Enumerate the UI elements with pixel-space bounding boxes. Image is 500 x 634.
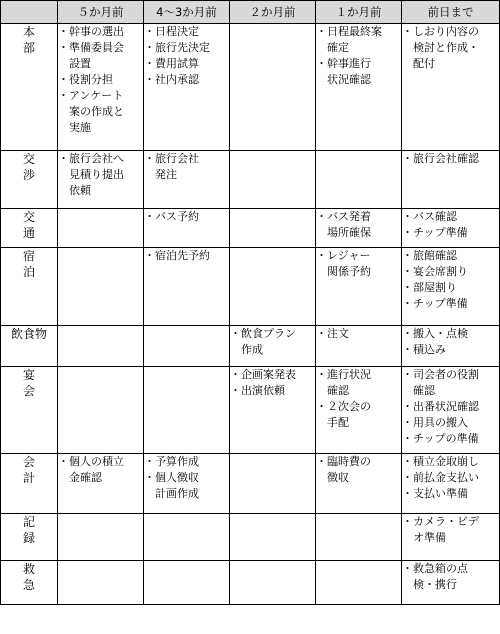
task-cell: [144, 326, 230, 367]
task-line: ・個人徴収: [144, 471, 199, 484]
task-line: ・費用試算: [144, 57, 199, 70]
category-label: 救急: [1, 561, 58, 605]
task-cell: [402, 367, 500, 454]
task-cell: [144, 24, 230, 151]
task-line: ・救急箱の点: [402, 562, 468, 575]
task-line: ・積込み: [402, 343, 446, 356]
task-cell: [402, 514, 500, 561]
schedule-row-kaikei: [1, 454, 500, 514]
task-cell: [230, 367, 316, 454]
task-line: ・出番状況確認: [402, 400, 479, 413]
category-label: 交通: [1, 209, 58, 248]
task-line: ・個人の積立: [58, 455, 124, 468]
category-label: 飲食物: [1, 326, 58, 367]
task-line: ・役割分担: [58, 73, 113, 86]
task-line: ・バス予約: [144, 210, 199, 223]
task-cell: [144, 367, 230, 454]
task-cell: [144, 514, 230, 561]
schedule-row-inshokubutsu: [1, 326, 500, 367]
task-line: 場所確保: [316, 226, 371, 239]
task-cell: [58, 454, 144, 514]
task-line: ・企画案発表: [230, 368, 296, 381]
header-until-previous-day: 前日まで: [402, 1, 500, 24]
header-corner: [1, 1, 58, 24]
task-line: ・用具の搬入: [402, 416, 468, 429]
schedule-body: [1, 24, 500, 605]
header-row: [1, 1, 500, 24]
task-cell: [144, 561, 230, 605]
header-5-months-before: ５か月前: [58, 1, 144, 24]
task-line: ・準備委員会: [58, 41, 124, 54]
task-line: ・バス確認: [402, 210, 457, 223]
task-line: ・幹事進行: [316, 57, 371, 70]
schedule-row-kotsu: [1, 209, 500, 248]
task-line: ・注文: [316, 327, 349, 340]
task-line: ・旅行先決定: [144, 41, 210, 54]
task-cell: [230, 514, 316, 561]
task-line: 検・携行: [402, 578, 457, 591]
task-line: ・日程最終案: [316, 25, 382, 38]
task-line: 確認: [402, 384, 435, 397]
task-line: 確認: [316, 384, 349, 397]
task-line: 配付: [402, 57, 435, 70]
task-line: ・旅行会社: [144, 152, 199, 165]
task-line: ・レジャー: [316, 249, 371, 262]
task-cell: [58, 514, 144, 561]
task-line: ・支払い準備: [402, 487, 468, 500]
task-line: ・チップ準備: [402, 297, 468, 310]
task-cell: [58, 24, 144, 151]
task-cell: [144, 151, 230, 209]
schedule-row-kosho: [1, 151, 500, 209]
task-line: ・幹事の選出: [58, 25, 124, 38]
task-line: 確定: [316, 41, 349, 54]
task-cell: [402, 326, 500, 367]
task-cell: [316, 24, 402, 151]
task-cell: [316, 209, 402, 248]
task-cell: [316, 326, 402, 367]
task-cell: [230, 561, 316, 605]
task-line: 関係予約: [316, 265, 371, 278]
task-line: ・チップ準備: [402, 226, 468, 239]
task-line: 検討と作成・: [402, 41, 479, 54]
schedule-row-kyukyu: [1, 561, 500, 605]
task-line: ・進行状況: [316, 368, 371, 381]
task-cell: [316, 561, 402, 605]
schedule-row-honbu: [1, 24, 500, 151]
task-cell: [316, 151, 402, 209]
task-line: ・飲食プラン: [230, 327, 296, 340]
task-cell: [316, 367, 402, 454]
task-line: 金確認: [58, 471, 102, 484]
task-cell: [230, 24, 316, 151]
task-line: 実施: [58, 121, 91, 134]
task-line: ・臨時費の: [316, 455, 371, 468]
task-cell: [316, 454, 402, 514]
schedule-row-enkai: [1, 367, 500, 454]
header-2-months-before: ２か月前: [230, 1, 316, 24]
task-cell: [402, 24, 500, 151]
task-line: ・司会者の役割: [402, 368, 479, 381]
task-line: 依頼: [58, 184, 91, 197]
task-cell: [402, 454, 500, 514]
task-cell: [58, 151, 144, 209]
task-cell: [230, 248, 316, 326]
task-cell: [144, 454, 230, 514]
task-line: 状況確認: [316, 73, 371, 86]
task-line: ・旅館確認: [402, 249, 457, 262]
task-cell: [402, 561, 500, 605]
task-line: ・前払金支払い: [402, 471, 479, 484]
schedule-row-shukuhaku: [1, 248, 500, 326]
task-cell: [402, 248, 500, 326]
schedule-row-kiroku: [1, 514, 500, 561]
task-cell: [58, 367, 144, 454]
task-line: 案の作成と: [58, 105, 124, 118]
task-cell: [58, 209, 144, 248]
category-label: 会計: [1, 454, 58, 514]
task-line: ・社内承認: [144, 73, 199, 86]
task-line: ・アンケート: [58, 89, 124, 102]
task-line: ・宴会席割り: [402, 265, 468, 278]
header-4-3-months-before: 4～3か月前: [144, 1, 230, 24]
task-line: ・カメラ・ビデ: [402, 515, 479, 528]
header-1-month-before: １か月前: [316, 1, 402, 24]
task-line: ・チップの準備: [402, 432, 479, 445]
task-line: 設置: [58, 57, 91, 70]
task-cell: [144, 209, 230, 248]
task-line: 手配: [316, 416, 349, 429]
task-line: ・積立金取崩し: [402, 455, 479, 468]
category-label: 記録: [1, 514, 58, 561]
task-cell: [402, 209, 500, 248]
task-line: 見積り提出: [58, 168, 124, 181]
task-line: ・宿泊先予約: [144, 249, 210, 262]
task-line: 発注: [144, 168, 177, 181]
task-line: ・搬入・点検: [402, 327, 468, 340]
task-cell: [402, 151, 500, 209]
task-line: オ準備: [402, 531, 446, 544]
task-cell: [230, 326, 316, 367]
task-line: 徴収: [316, 471, 349, 484]
category-label: 宴会: [1, 367, 58, 454]
task-line: ・旅行会社確認: [402, 152, 479, 165]
category-label: 交渉: [1, 151, 58, 209]
task-line: 計画作成: [144, 487, 199, 500]
task-line: ・２次会の: [316, 400, 371, 413]
task-line: ・しおり内容の: [402, 25, 479, 38]
task-line: ・出演依頼: [230, 384, 285, 397]
task-cell: [58, 248, 144, 326]
task-cell: [316, 248, 402, 326]
task-cell: [230, 209, 316, 248]
category-label: 本部: [1, 24, 58, 151]
task-line: ・バス発着: [316, 210, 371, 223]
category-label: 宿泊: [1, 248, 58, 326]
task-cell: [316, 514, 402, 561]
task-cell: [230, 454, 316, 514]
task-line: ・日程決定: [144, 25, 199, 38]
task-line: 作成: [230, 343, 263, 356]
task-line: ・予算作成: [144, 455, 199, 468]
task-cell: [144, 248, 230, 326]
task-line: ・部屋割り: [402, 281, 457, 294]
task-cell: [58, 561, 144, 605]
task-cell: [58, 326, 144, 367]
task-line: ・旅行会社へ: [58, 152, 124, 165]
task-cell: [230, 151, 316, 209]
